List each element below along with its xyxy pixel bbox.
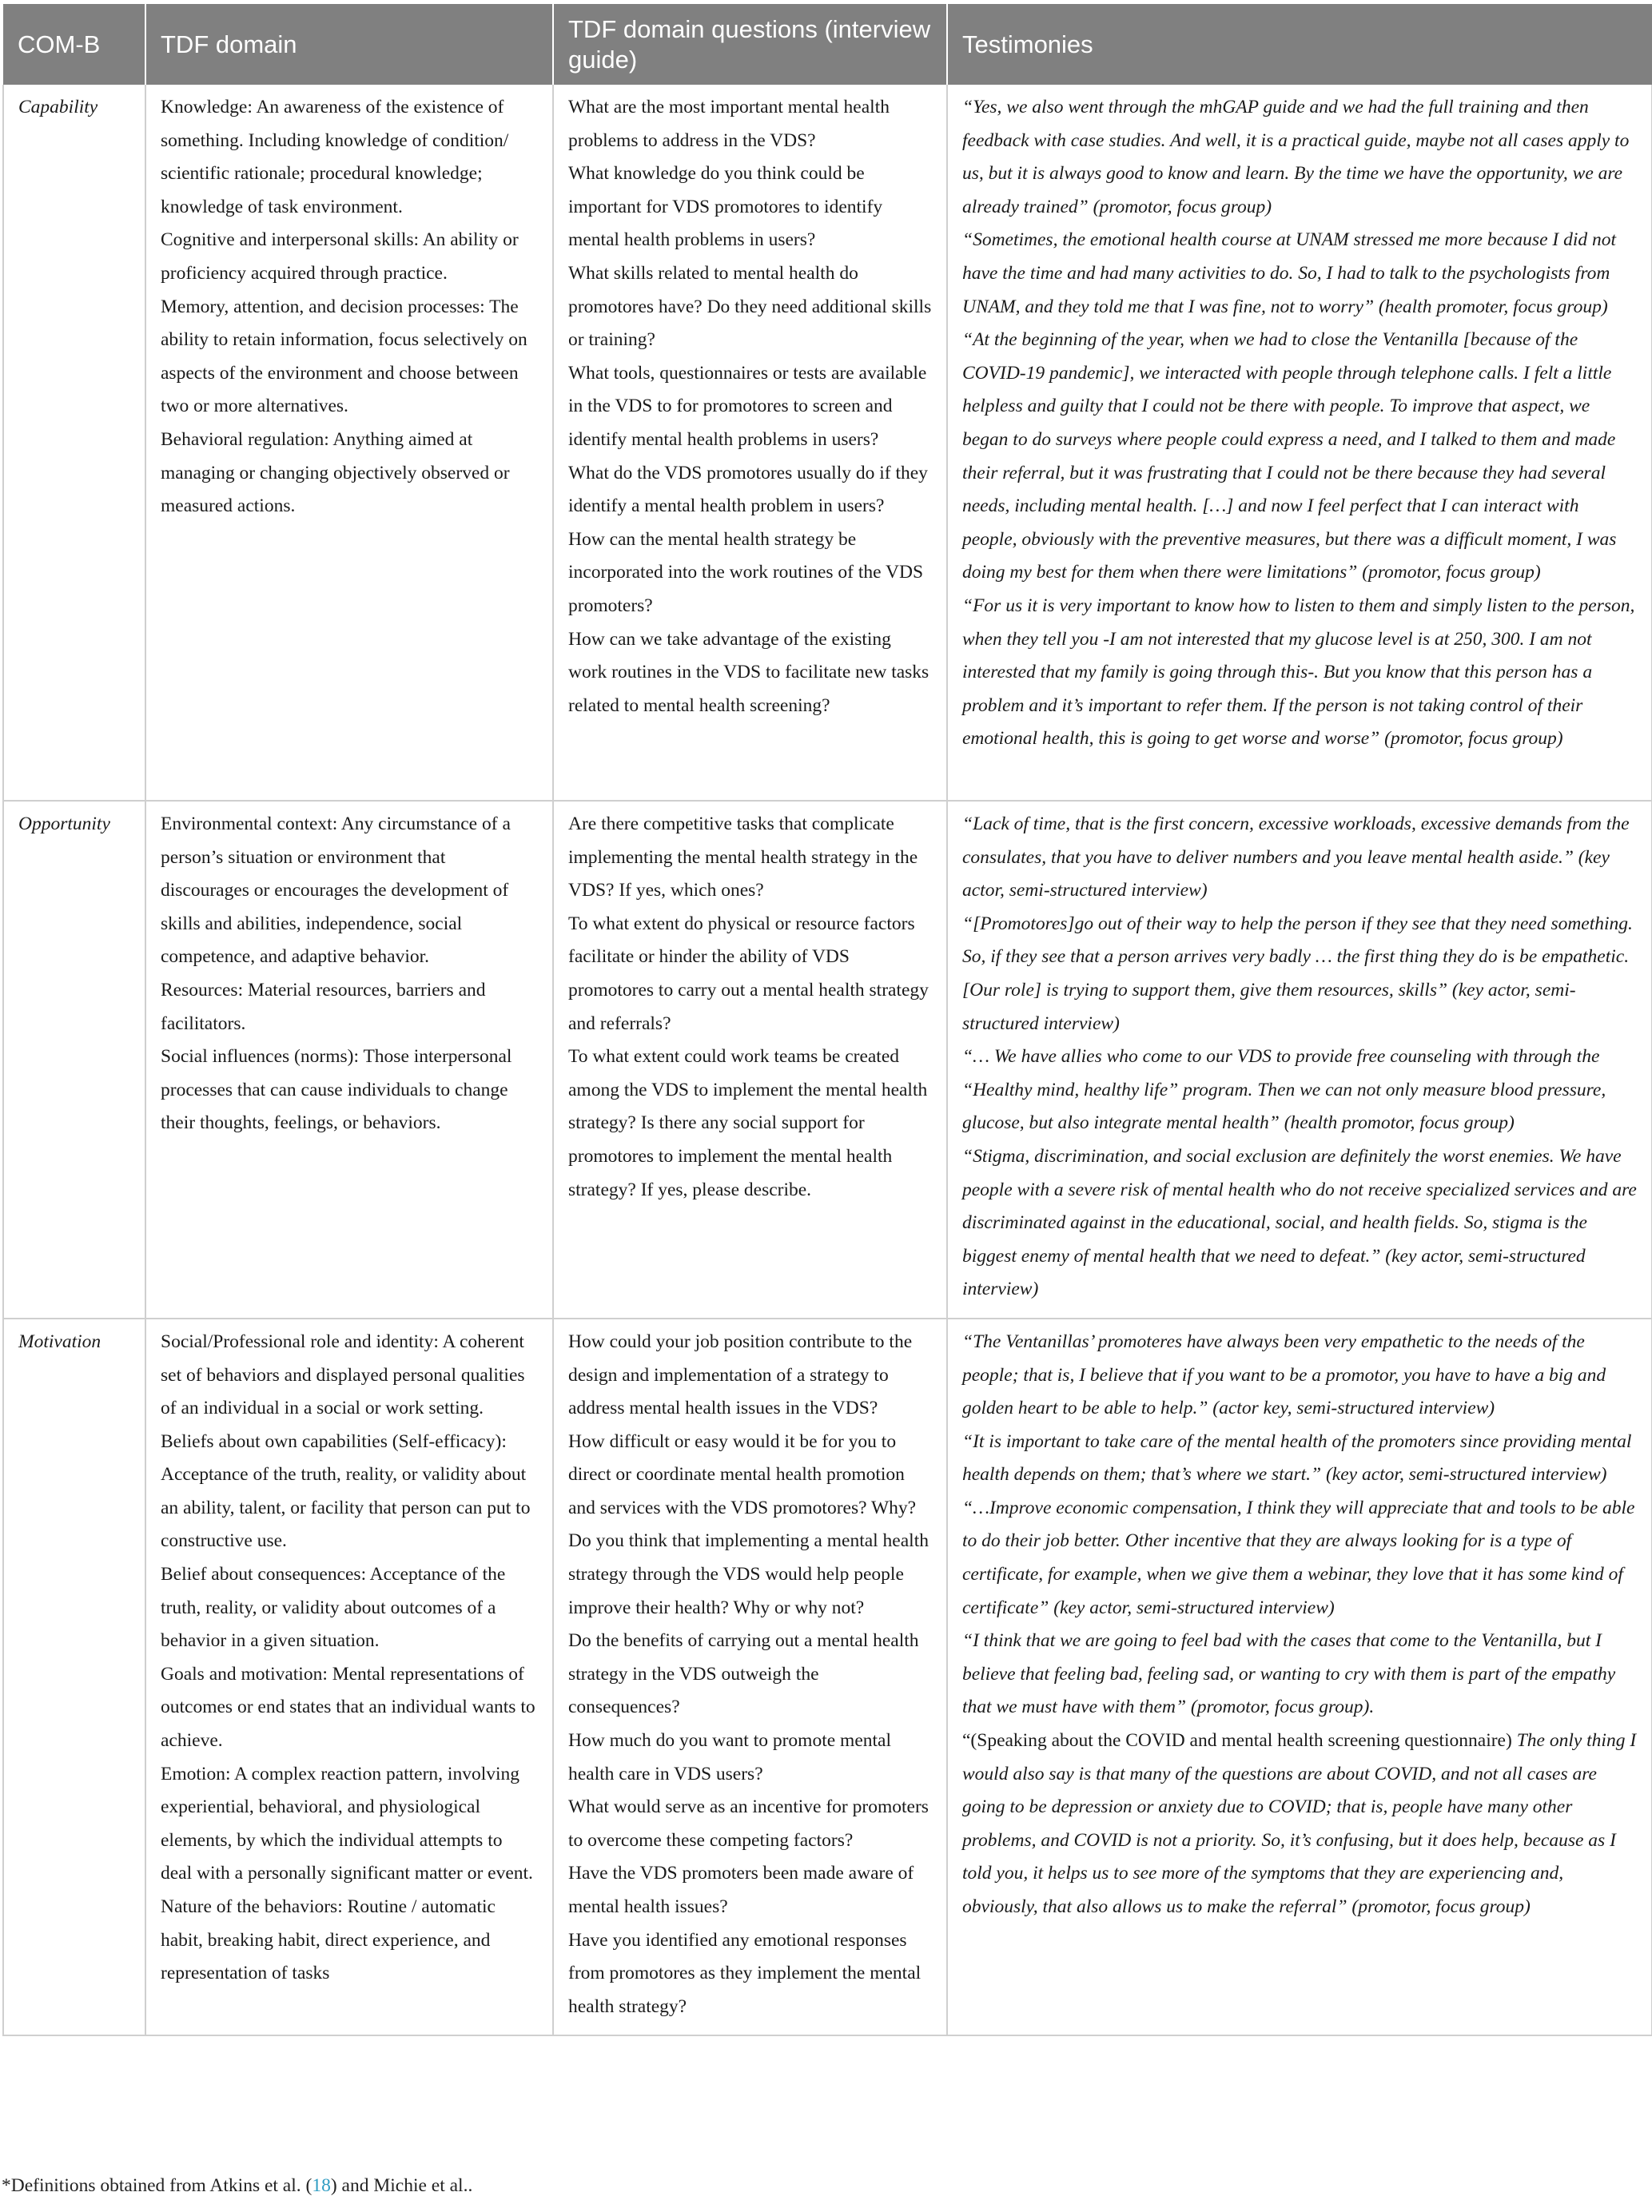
footnote-text-end: ) and Michie et al.. — [330, 2175, 473, 2196]
domain-item: Emotion: A complex reaction pattern, involving experiential, behavioral, and physiological elements, by which the individual attempts to deal with a personally significant matter or event. — [161, 1763, 533, 1884]
testimony-item: “… We have allies who come to our VDS to provide free counseling with through the “Healthy mind, healthy life” program. Then we can not only measure blood pressure, glucose, but also integrate mental health” (health promotor, focus group) — [962, 1046, 1606, 1134]
domain-item: Behavioral regulation: Anything aimed at managing or changing objectively observed or measured actions. — [161, 428, 510, 517]
question-item: How can the mental health strategy be incorporated into the work routines of the VDS promoters? — [568, 528, 924, 616]
questions-cell — [553, 1319, 947, 2035]
testimony-item: “The Ventanillas’ promoteres have always been very empathetic to the needs of the people; that is, I believe that if you want to be a promotor, you have to have a big and golden heart to be able to help.” (actor key, semi-structured interview) — [962, 1331, 1606, 1419]
testimony-item: “Stigma, discrimination, and social exclusion are definitely the worst enemies. We have people with a severe risk of mental health who do not receive specialized services and are discriminated against in the educational, social, and health fields. So, stigma is the biggest enemy of mental health that we need to defeat.” (key actor, semi-structured interview) — [962, 1145, 1637, 1300]
questions-cell — [553, 801, 947, 1319]
testimony-item: “At the beginning of the year, when we had to close the Ventanilla [because of the COVID-19 pandemic], we interacted with people through telephone calls. I felt a little helpless and guilty that I could not be there with people. To improve that aspect, we began to do surveys where people could express a need, and I talked to them and made their referral, but it was frustrating that I could not be there because they had several needs, including mental health. […] and now I feel perfect that I can interact with people, obviously with the preventive measures, but there was a difficult moment, I was doing my best for them when there were limitations” (promotor, focus group) — [962, 329, 1617, 583]
domain-item: Resources: Material resources, barriers and facilitators. — [161, 979, 486, 1034]
question-item: To what extent could work teams be created among the VDS to implement the mental health strategy? Is there any social support for promotores to implement the mental health strategy? If yes, please describe. — [568, 1046, 928, 1200]
question-item: How much do you want to promote mental health care in VDS users? — [568, 1730, 891, 1784]
testimony-item: “I think that we are going to feel bad with the cases that come to the Ventanilla, but I believe that feeling bad, feeling sad, or wanting to cry with them is part of the empathy that we must have with them” (promotor, focus group). — [962, 1630, 1616, 1718]
domain-item: Goals and motivation: Mental representations of outcomes or end states that an individual wants to achieve. — [161, 1663, 535, 1752]
question-item: What do the VDS promotores usually do if they identify a mental health problem in users? — [568, 462, 928, 517]
testimony-note: “(Speaking about the COVID and mental health screening questionnaire) — [962, 1730, 1517, 1752]
domain-item: Cognitive and interpersonal skills: An ability or proficiency acquired through practice. — [161, 229, 519, 284]
testimony-quote: The only thing I would also say is that many of the questions are about COVID, and not all cases are going to be depression or anxiety due to COVID; that is, people have many other problems, and COVID is not a priority. So, it’s confusing, but it does help, because as I told you, it helps us to see more of the symptoms that they are experiencing and, obviously, that also allows us to make the referral” (promotor, focus group) — [962, 1730, 1637, 1917]
com-b-cell: Capability — [3, 85, 145, 801]
testimony-item: “For us it is very important to know how to listen to them and simply listen to the person, when they tell you -I am not interested that my glucose level is at 250, 300. I am not interested that my family is going through this-. But you know that this person has a problem and it’s important to refer them. If the person is not taking control of their emotional health, this is going to get worse and worse” (promotor, focus group) — [962, 595, 1635, 750]
question-item: Are there competitive tasks that complicate implementing the mental health strategy in the VDS? If yes, which ones? — [568, 814, 918, 901]
domain-item: Beliefs about own capabilities (Self-efficacy): Acceptance of the truth, reality, or validity about an ability, talent, or facility that person can put to constructive use. — [161, 1430, 531, 1552]
tdf-domain-cell — [145, 1319, 553, 2035]
tdf-domain-cell — [145, 801, 553, 1319]
domain-item: Nature of the behaviors: Routine / automatic habit, breaking habit, direct experience, and representation of tasks — [161, 1896, 496, 1984]
testimonies-cell — [947, 801, 1652, 1319]
question-item: Do you think that implementing a mental health strategy through the VDS would help people improve their health? Why or why not? — [568, 1530, 929, 1618]
testimony-item: “Yes, we also went through the mhGAP guide and we had the full training and then feedback with case studies. And well, it is a practical guide, maybe not all cases apply to us, but it is always good to know and learn. By the time we have the opportunity, we are already trained” (promotor, focus group) — [962, 97, 1630, 217]
questions-cell — [553, 85, 947, 801]
question-item: What knowledge do you think could be important for VDS promotores to identify mental health problems in users? — [568, 163, 883, 251]
question-item: To what extent do physical or resource factors facilitate or hinder the ability of VDS promotores to carry out a mental health strategy and referrals? — [568, 913, 929, 1034]
testimony-item — [962, 1725, 1637, 1924]
tdf-table — [2, 4, 1652, 2036]
question-item: How difficult or easy would it be for you to direct or coordinate mental health promotion and services with the VDS promotores? Why? — [568, 1430, 917, 1518]
testimony-item: “Sometimes, the emotional health course at UNAM stressed me more because I did not have the time and had many activities to do. So, I had to talk to the psychologists from UNAM, and they told me that I was fine, not to worry” (health promoter, focus group) — [962, 229, 1617, 317]
domain-item: Social/Professional role and identity: A coherent set of behaviors and displayed personal qualities of an individual in a social or work setting. — [161, 1331, 525, 1419]
header-tdf-questions: TDF domain questions (interview guide) — [553, 4, 947, 85]
testimonies-cell — [947, 1319, 1652, 2035]
footnote-text: *Definitions obtained from Atkins et al. ( — [2, 2175, 312, 2196]
question-item: What would serve as an incentive for promoters to overcome these competing factors? — [568, 1796, 929, 1851]
table-footnote — [2, 2175, 472, 2197]
question-item: Do the benefits of carrying out a mental health strategy in the VDS outweigh the consequences? — [568, 1630, 919, 1718]
com-b-cell: Motivation — [3, 1319, 145, 2035]
table-header — [3, 4, 1652, 85]
question-item: Have the VDS promoters been made aware of mental health issues? — [568, 1863, 914, 1917]
question-item: How can we take advantage of the existing work routines in the VDS to facilitate new tasks related to mental health screening? — [568, 628, 929, 716]
testimony-item: “[Promotores]go out of their way to help the person if they see that they need something. So, if they see that a person arrives very badly … the first thing they do is be empathetic. [Our role] is trying to support them, give them resources, skills” (key actor, semi-structured interview) — [962, 913, 1633, 1034]
testimony-item: “…Improve economic compensation, I think they will appreciate that and tools to be able to do their job better. Other incentive that they are always looking for is a type of certificate, for example, when we give them a webinar, they love that it has some kind of certificate” (key actor, semi-structured interview) — [962, 1497, 1635, 1618]
testimony-item: “Lack of time, that is the first concern, excessive workloads, excessive demands from the consulates, that you have to deliver numbers and you leave mental health aside.” (key actor, semi-structured interview) — [962, 814, 1630, 901]
table-row-opportunity — [3, 801, 1652, 1319]
domain-item: Belief about consequences: Acceptance of the truth, reality, or validity about outcomes of a behavior in a given situation. — [161, 1564, 506, 1652]
question-item: Have you identified any emotional responses from promotores as they implement the mental health strategy? — [568, 1929, 922, 2017]
question-item: What skills related to mental health do promotores have? Do they need additional skills or training? — [568, 262, 932, 351]
testimony-item: “It is important to take care of the mental health of the promoters since providing mental health depends on them; that’s where we start.” (key actor, semi-structured interview) — [962, 1430, 1632, 1486]
question-item: How could your job position contribute to the design and implementation of a strategy to address mental health issues in the VDS? — [568, 1331, 913, 1419]
domain-item: Knowledge: An awareness of the existence of something. Including knowledge of condition/ scientific rationale; procedural knowledge; knowledge of task environment. — [161, 97, 509, 217]
table-row-motivation — [3, 1319, 1652, 2035]
com-b-cell: Opportunity — [3, 801, 145, 1319]
header-com-b: COM-B — [3, 4, 145, 85]
testimonies-cell — [947, 85, 1652, 801]
header-tdf-domain: TDF domain — [145, 4, 553, 85]
reference-link[interactable]: 18 — [312, 2175, 331, 2196]
table-row-capability — [3, 85, 1652, 801]
domain-item: Social influences (norms): Those interpersonal processes that can cause individuals to change their thoughts, feelings, or behaviors. — [161, 1046, 512, 1134]
question-item: What tools, questionnaires or tests are available in the VDS to for promotores to screen and identify mental health problems in users? — [568, 362, 927, 450]
domain-item: Memory, attention, and decision processes: The ability to retain information, focus selectively on aspects of the environment and choose between two or more alternatives. — [161, 296, 527, 417]
domain-item: Environmental context: Any circumstance of a person’s situation or environment that discourages or encourages the development of skills and abilities, independence, social competence, and adaptive behavior. — [161, 814, 511, 968]
question-item: What are the most important mental health problems to address in the VDS? — [568, 97, 890, 151]
tdf-domain-cell — [145, 85, 553, 801]
header-testimonies: Testimonies — [947, 4, 1652, 85]
